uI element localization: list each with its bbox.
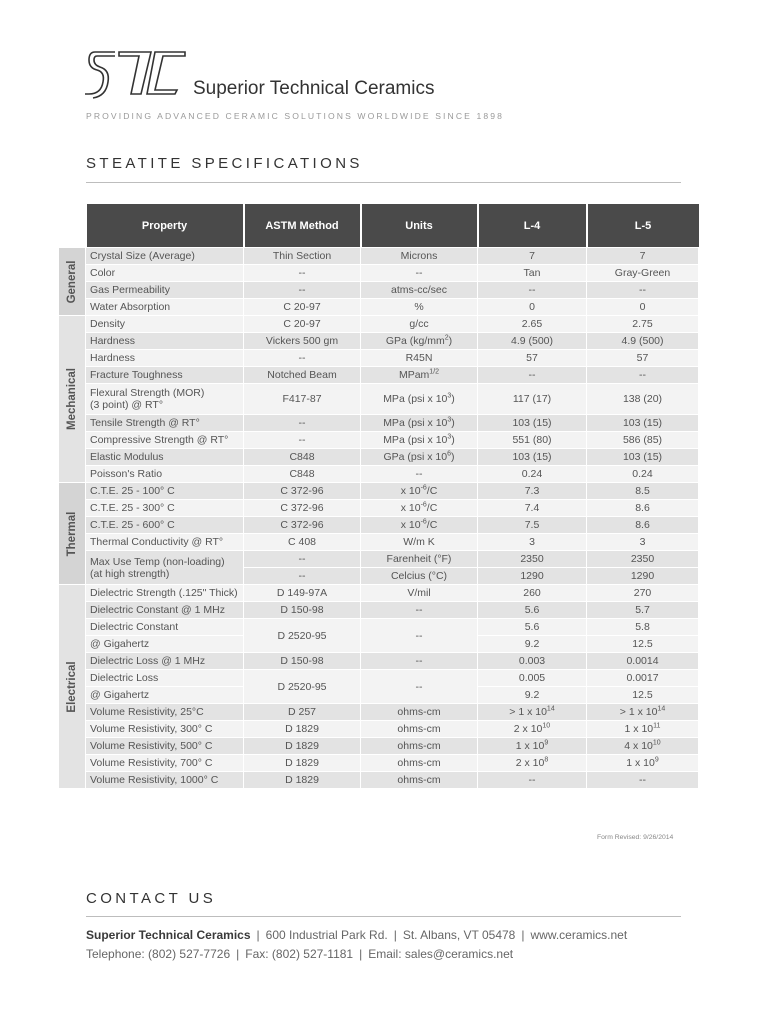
contact-company: Superior Technical Ceramics (86, 928, 251, 942)
table-row (59, 585, 699, 602)
l4-cell: 117 (17) (478, 384, 587, 415)
l4-cell: 57 (478, 350, 587, 367)
l4-cell: 0 (478, 299, 587, 316)
astm-cell: D 149-97A (244, 585, 361, 602)
tagline: PROVIDING ADVANCED CERAMIC SOLUTIONS WORLDWIDE SINCE 1898 (86, 111, 504, 121)
astm-cell: C 372-96 (244, 483, 361, 500)
l4-cell: 2.65 (478, 316, 587, 333)
astm-cell: Notched Beam (244, 367, 361, 384)
l4-cell: 5.6 (478, 619, 587, 636)
table-row (59, 432, 699, 449)
astm-cell: C848 (244, 449, 361, 466)
l5-cell: 8.5 (587, 483, 699, 500)
l5-cell: 5.7 (587, 602, 699, 619)
table-row (59, 316, 699, 333)
l5-cell: 1290 (587, 568, 699, 585)
l5-cell: -- (587, 282, 699, 299)
l4-cell: 2 x $10^8$ (478, 755, 587, 772)
l5-cell: 2.75 (587, 316, 699, 333)
table-row (59, 384, 699, 415)
column-header: Units (361, 204, 478, 248)
table-row (59, 415, 699, 432)
units-cell: W/m K (361, 534, 478, 551)
units-cell: Celcius (°C) (361, 568, 478, 585)
property-cell: @ Gigahertz (86, 636, 244, 653)
astm-cell: D 2520-95 (244, 619, 361, 653)
units-cell: ohms-cm (361, 704, 478, 721)
group-label-electrical: Electrical (59, 585, 86, 789)
astm-cell: C848 (244, 466, 361, 483)
property-cell: C.T.E. 25 - 600° C (86, 517, 244, 534)
table-row (59, 551, 699, 568)
property-cell: Dielectric Loss @ 1 MHz (86, 653, 244, 670)
l5-cell: 12.5 (587, 687, 699, 704)
contact-line-2: Telephone: (802) 527-7726 | Fax: (802) 527-1181 | Email: sales@ceramics.net (86, 947, 514, 961)
table-row (59, 619, 699, 636)
astm-cell: Thin Section (244, 248, 361, 265)
l4-cell: -- (478, 772, 587, 789)
l4-cell: 260 (478, 585, 587, 602)
l4-cell: 2350 (478, 551, 587, 568)
l4-cell: 0.24 (478, 466, 587, 483)
l4-cell: 3 (478, 534, 587, 551)
table-row (59, 350, 699, 367)
column-header: L-5 (587, 204, 699, 248)
units-cell: atms-cc/sec (361, 282, 478, 299)
column-header: ASTM Method (244, 204, 361, 248)
table-row (59, 721, 699, 738)
astm-cell: D 1829 (244, 721, 361, 738)
l5-cell: -- (587, 772, 699, 789)
table-row (59, 772, 699, 789)
table-row (59, 653, 699, 670)
astm-cell: -- (244, 265, 361, 282)
units-cell: Microns (361, 248, 478, 265)
units-cell: ohms-cm (361, 772, 478, 789)
l5-cell: 0 (587, 299, 699, 316)
units-cell: MPa (psi x $10^3$) (361, 432, 478, 449)
property-cell: Volume Resistivity, 25°C (86, 704, 244, 721)
property-cell: Density (86, 316, 244, 333)
table-row (59, 534, 699, 551)
astm-cell: C 372-96 (244, 517, 361, 534)
property-cell: Tensile Strength @ RT° (86, 415, 244, 432)
property-cell: Volume Resistivity, 300° C (86, 721, 244, 738)
astm-cell: -- (244, 432, 361, 449)
table-row (59, 333, 699, 350)
table-row (59, 602, 699, 619)
l4-cell: 1 x $10^9$ (478, 738, 587, 755)
property-cell: Crystal Size (Average) (86, 248, 244, 265)
l5-cell: 8.6 (587, 517, 699, 534)
l4-cell: 551 (80) (478, 432, 587, 449)
units-cell: x $10^{-6}/C$ (361, 483, 478, 500)
l5-cell: 0.0014 (587, 653, 699, 670)
astm-cell: C 20-97 (244, 316, 361, 333)
units-cell: -- (361, 466, 478, 483)
astm-cell: C 20-97 (244, 299, 361, 316)
astm-cell: D 1829 (244, 772, 361, 789)
l5-cell: 5.8 (587, 619, 699, 636)
units-cell: g/cc (361, 316, 478, 333)
group-label-mechanical: Mechanical (59, 316, 86, 483)
form-revised-note: Form Revised: 9/26/2014 (597, 834, 674, 841)
l4-cell: -- (478, 367, 587, 384)
units-cell: -- (361, 602, 478, 619)
units-cell: Farenheit (°F) (361, 551, 478, 568)
l4-cell: 7.4 (478, 500, 587, 517)
company-name: Superior Technical Ceramics (193, 78, 435, 99)
specifications-table (58, 204, 699, 789)
units-cell: MPam$^{1/2}$ (361, 367, 478, 384)
units-cell: -- (361, 619, 478, 653)
l4-cell: 0.005 (478, 670, 587, 687)
table-row (59, 449, 699, 466)
astm-cell: F417-87 (244, 384, 361, 415)
astm-cell: -- (244, 282, 361, 299)
astm-cell: -- (244, 568, 361, 585)
astm-cell: D 150-98 (244, 653, 361, 670)
units-cell: GPa (psi x $10^6$) (361, 449, 478, 466)
table-row (59, 483, 699, 500)
table-row (59, 265, 699, 282)
property-cell: Elastic Modulus (86, 449, 244, 466)
l5-cell: 0.0017 (587, 670, 699, 687)
property-cell: Dielectric Loss (86, 670, 244, 687)
astm-cell: C 408 (244, 534, 361, 551)
property-cell: Thermal Conductivity @ RT° (86, 534, 244, 551)
l5-cell: 103 (15) (587, 415, 699, 432)
l4-cell: > 1 x $10^{14}$ (478, 704, 587, 721)
units-cell: -- (361, 265, 478, 282)
l5-cell: 12.5 (587, 636, 699, 653)
l4-cell: 1290 (478, 568, 587, 585)
l4-cell: 103 (15) (478, 415, 587, 432)
contact-fax: Fax: (802) 527-1181 (245, 947, 354, 961)
property-cell: Compressive Strength @ RT° (86, 432, 244, 449)
l4-cell: 103 (15) (478, 449, 587, 466)
units-cell: ohms-cm (361, 721, 478, 738)
property-cell: Volume Resistivity, 500° C (86, 738, 244, 755)
property-cell: Color (86, 265, 244, 282)
l5-cell: 57 (587, 350, 699, 367)
astm-cell: -- (244, 350, 361, 367)
l5-cell: 0.24 (587, 466, 699, 483)
property-cell: C.T.E. 25 - 100° C (86, 483, 244, 500)
property-cell: Hardness (86, 333, 244, 350)
property-cell: Volume Resistivity, 700° C (86, 755, 244, 772)
astm-cell: D 150-98 (244, 602, 361, 619)
property-cell: Hardness (86, 350, 244, 367)
astm-cell: D 1829 (244, 755, 361, 772)
column-header: Property (86, 204, 244, 248)
astm-cell: C 372-96 (244, 500, 361, 517)
contact-website-link[interactable]: www.ceramics.net (530, 928, 628, 942)
table-row (59, 670, 699, 687)
table-row (59, 500, 699, 517)
l5-cell: 2350 (587, 551, 699, 568)
group-label-thermal: Thermal (59, 483, 86, 585)
units-cell: ohms-cm (361, 755, 478, 772)
astm-cell: -- (244, 415, 361, 432)
astm-cell: D 2520-95 (244, 670, 361, 704)
property-cell: Gas Permeability (86, 282, 244, 299)
l5-cell: 7 (587, 248, 699, 265)
l5-cell: > 1 x $10^{14}$ (587, 704, 699, 721)
l5-cell: 4 x $10^{10}$ (587, 738, 699, 755)
table-header-row (59, 204, 699, 248)
table-row (59, 299, 699, 316)
units-cell: MPa (psi x $10^3$) (361, 384, 478, 415)
astm-cell: D 1829 (244, 738, 361, 755)
contact-city: St. Albans, VT 05478 (402, 928, 516, 942)
units-cell: V/mil (361, 585, 478, 602)
l5-cell: 4.9 (500) (587, 333, 699, 350)
l4-cell: Tan (478, 265, 587, 282)
property-cell: @ Gigahertz (86, 687, 244, 704)
l4-cell: 4.9 (500) (478, 333, 587, 350)
units-cell: MPa (psi x $10^3$) (361, 415, 478, 432)
units-cell: -- (361, 653, 478, 670)
l5-cell: -- (587, 367, 699, 384)
property-cell: Poisson's Ratio (86, 466, 244, 483)
property-cell: Water Absorption (86, 299, 244, 316)
units-cell: % (361, 299, 478, 316)
units-cell: R45N (361, 350, 478, 367)
units-cell: x $10^{-6}/C$ (361, 500, 478, 517)
contact-line-1: Superior Technical Ceramics | 600 Industrial Park Rd. | St. Albans, VT 05478 | www.ceramics.net (86, 928, 628, 942)
contact-address: 600 Industrial Park Rd. (265, 928, 388, 942)
table-row (59, 704, 699, 721)
l5-cell: 1 x $10^{11}$ (587, 721, 699, 738)
astm-cell: Vickers 500 gm (244, 333, 361, 350)
header-blank (59, 204, 86, 248)
astm-cell: D 257 (244, 704, 361, 721)
property-cell: Volume Resistivity, 1000° C (86, 772, 244, 789)
table-row (59, 466, 699, 483)
table-row (59, 248, 699, 265)
property-cell: Dielectric Strength (.125" Thick) (86, 585, 244, 602)
property-cell: Flexural Strength (MOR) (3 point) @ RT° (86, 384, 244, 415)
contact-phone: Telephone: (802) 527-7726 (86, 947, 231, 961)
l4-cell: 2 x $10^{10}$ (478, 721, 587, 738)
l4-cell: -- (478, 282, 587, 299)
l5-cell: 1 x $10^9$ (587, 755, 699, 772)
property-cell: C.T.E. 25 - 300° C (86, 500, 244, 517)
table-row (59, 755, 699, 772)
table-row (59, 282, 699, 299)
column-header: L-4 (478, 204, 587, 248)
l4-cell: 7.3 (478, 483, 587, 500)
l5-cell: 586 (85) (587, 432, 699, 449)
property-cell: Max Use Temp (non-loading) (at high strength) (86, 551, 244, 585)
contact-title: CONTACT US (86, 890, 217, 907)
table-row (59, 738, 699, 755)
units-cell: ohms-cm (361, 738, 478, 755)
l5-cell: Gray-Green (587, 265, 699, 282)
property-cell: Fracture Toughness (86, 367, 244, 384)
l4-cell: 5.6 (478, 602, 587, 619)
units-cell: x $10^{-6}/C$ (361, 517, 478, 534)
l5-cell: 3 (587, 534, 699, 551)
units-cell: GPa $(kg/mm^2)$ (361, 333, 478, 350)
l4-cell: 7 (478, 248, 587, 265)
contact-email-link[interactable]: Email: sales@ceramics.net (368, 947, 514, 961)
l5-cell: 103 (15) (587, 449, 699, 466)
table-row (59, 367, 699, 384)
l4-cell: 7.5 (478, 517, 587, 534)
l5-cell: 270 (587, 585, 699, 602)
l5-cell: 8.6 (587, 500, 699, 517)
l4-cell: 9.2 (478, 687, 587, 704)
section-title: STEATITE SPECIFICATIONS (86, 155, 363, 172)
units-cell: -- (361, 670, 478, 704)
contact-divider (86, 916, 681, 917)
group-label-general: General (59, 248, 86, 316)
divider (86, 182, 681, 183)
table-row (59, 517, 699, 534)
l5-cell: 138 (20) (587, 384, 699, 415)
stc-logo (85, 48, 189, 100)
astm-cell: -- (244, 551, 361, 568)
l4-cell: 9.2 (478, 636, 587, 653)
property-cell: Dielectric Constant (86, 619, 244, 636)
property-cell: Dielectric Constant @ 1 MHz (86, 602, 244, 619)
l4-cell: 0.003 (478, 653, 587, 670)
